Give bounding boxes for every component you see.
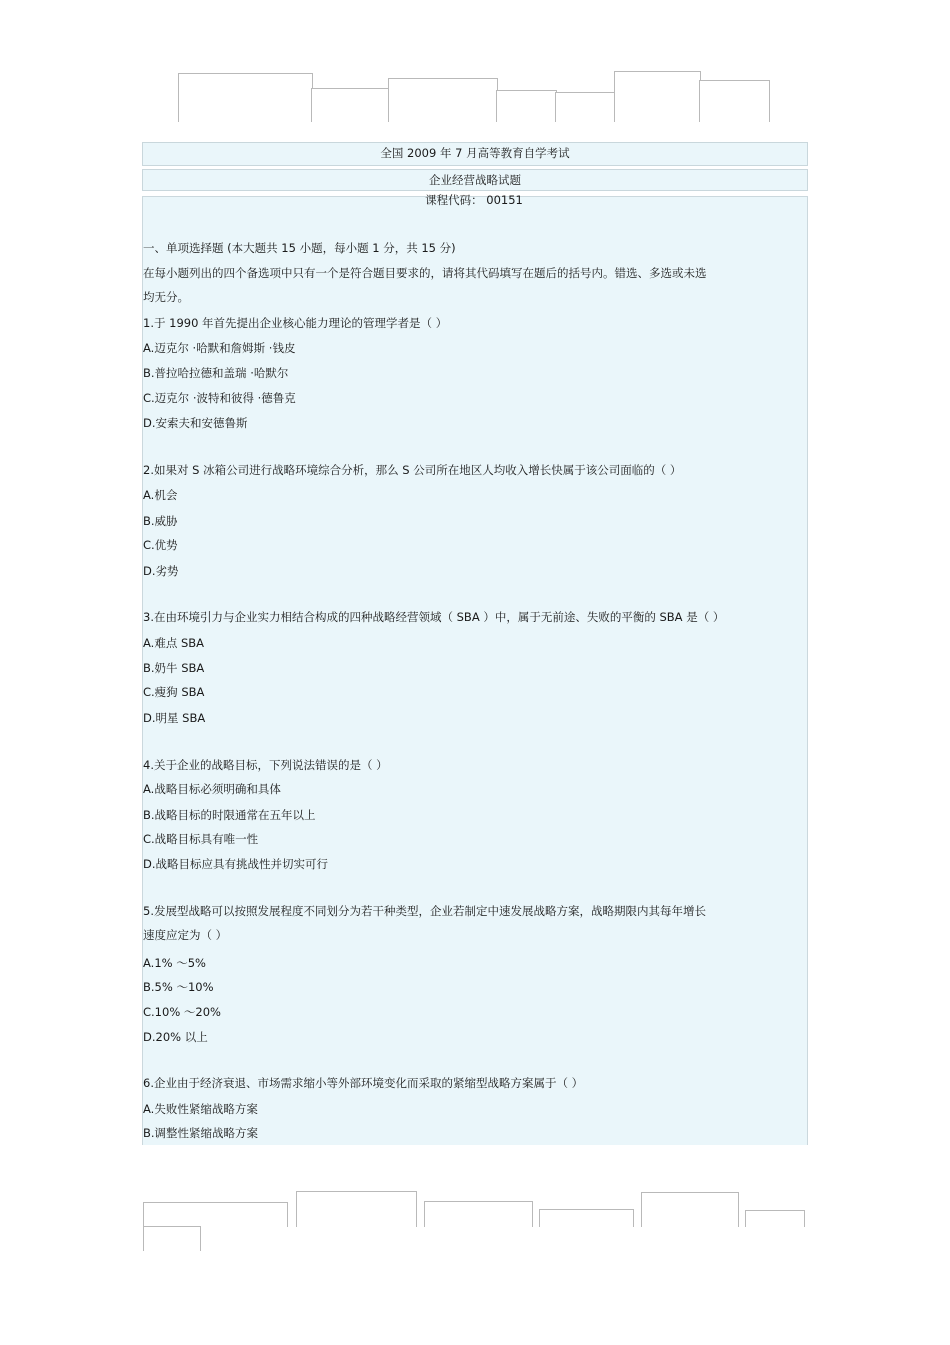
question-5-option-b: B.5% ～10%	[143, 980, 214, 994]
question-2-option-d: D.劣势	[143, 564, 179, 578]
question-1-option-b: B.普拉哈拉德和盖瑞 ·哈默尔	[143, 366, 289, 380]
top-frame-7	[699, 80, 770, 122]
question-1-option-a: A.迈克尔 ·哈默和詹姆斯 ·钱皮	[143, 341, 296, 355]
question-3-option-c: C.瘦狗 SBA	[143, 685, 205, 699]
question-4-option-b: B.战略目标的时限通常在五年以上	[143, 808, 316, 822]
subject-bar	[142, 169, 808, 191]
question-4-stem: 4.关于企业的战略目标，下列说法错误的是（ ）	[143, 758, 388, 772]
bottom-frame-5	[539, 1209, 634, 1227]
top-frame-1	[178, 73, 313, 122]
question-5-option-d: D.20% 以上	[143, 1030, 208, 1044]
question-2-option-c: C.优势	[143, 538, 178, 552]
question-6-option-b: B.调整性紧缩战略方案	[143, 1126, 259, 1140]
bottom-frame-1	[143, 1202, 288, 1227]
bottom-frame-2	[143, 1226, 201, 1251]
question-1-option-c: C.迈克尔 ·波特和彼得 ·德鲁克	[143, 391, 296, 405]
question-4-option-d: D.战略目标应具有挑战性并切实可行	[143, 857, 329, 871]
question-2-option-a: A.机会	[143, 488, 178, 502]
content-panel	[142, 196, 808, 1145]
question-5-option-c: C.10% ～20%	[143, 1005, 221, 1019]
exam-title-bar	[142, 142, 808, 166]
question-5-stem-cont: 速度应定为（ ）	[143, 928, 228, 942]
top-frame-2	[311, 88, 390, 122]
exam-title: 全国 2009 年 7 月高等教育自学考试	[380, 146, 570, 160]
bottom-frame-4	[424, 1201, 533, 1227]
question-6-stem: 6.企业由于经济衰退、市场需求缩小等外部环境变化而采取的紧缩型战略方案属于（ ）	[143, 1076, 584, 1090]
question-6-option-a: A.失败性紧缩战略方案	[143, 1102, 258, 1116]
question-1-option-d: D.安索夫和安德鲁斯	[143, 416, 248, 430]
question-4-option-a: A.战略目标必须明确和具体	[143, 782, 281, 796]
top-frame-4	[496, 90, 557, 122]
question-3-option-b: B.奶牛 SBA	[143, 661, 205, 675]
top-frame-5	[555, 92, 616, 122]
question-3-stem: 3.在由环境引力与企业实力相结合构成的四种战略经营领域（ SBA ）中，属于无前途、失败的平衡的 SBA 是（ ）	[143, 610, 725, 624]
section-instruction-1: 在每小题列出的四个备选项中只有一个是符合题目要求的，请将其代码填写在题后的括号内。错选、多选或未选	[143, 266, 707, 280]
bottom-frame-3	[296, 1191, 417, 1227]
bottom-frame-6	[641, 1192, 739, 1227]
question-3-option-a: A.难点 SBA	[143, 636, 205, 650]
section-heading: 一、单项选择题 (本大题共 15 小题，每小题 1 分，共 15 分)	[143, 241, 456, 255]
subject-title: 企业经营战略试题	[429, 173, 521, 187]
top-frame-3	[388, 78, 498, 122]
question-2-option-b: B.威胁	[143, 514, 178, 528]
question-3-option-d: D.明星 SBA	[143, 711, 206, 725]
bottom-frame-7	[745, 1210, 805, 1227]
question-4-option-c: C.战略目标具有唯一性	[143, 832, 259, 846]
course-code: 课程代码： 00151	[425, 193, 523, 207]
question-5-option-a: A.1% ～5%	[143, 956, 206, 970]
section-instruction-2: 均无分。	[143, 290, 189, 304]
top-frame-6	[614, 71, 701, 122]
question-5-stem: 5.发展型战略可以按照发展程度不同划分为若干种类型，企业若制定中速发展战略方案，战略期限内其每年增长	[143, 904, 706, 918]
question-1-stem: 1.于 1990 年首先提出企业核心能力理论的管理学者是（ ）	[143, 316, 448, 330]
question-2-stem: 2.如果对 S 冰箱公司进行战略环境综合分析，那么 S 公司所在地区人均收入增长快属于该公司面临的（ ）	[143, 463, 682, 477]
